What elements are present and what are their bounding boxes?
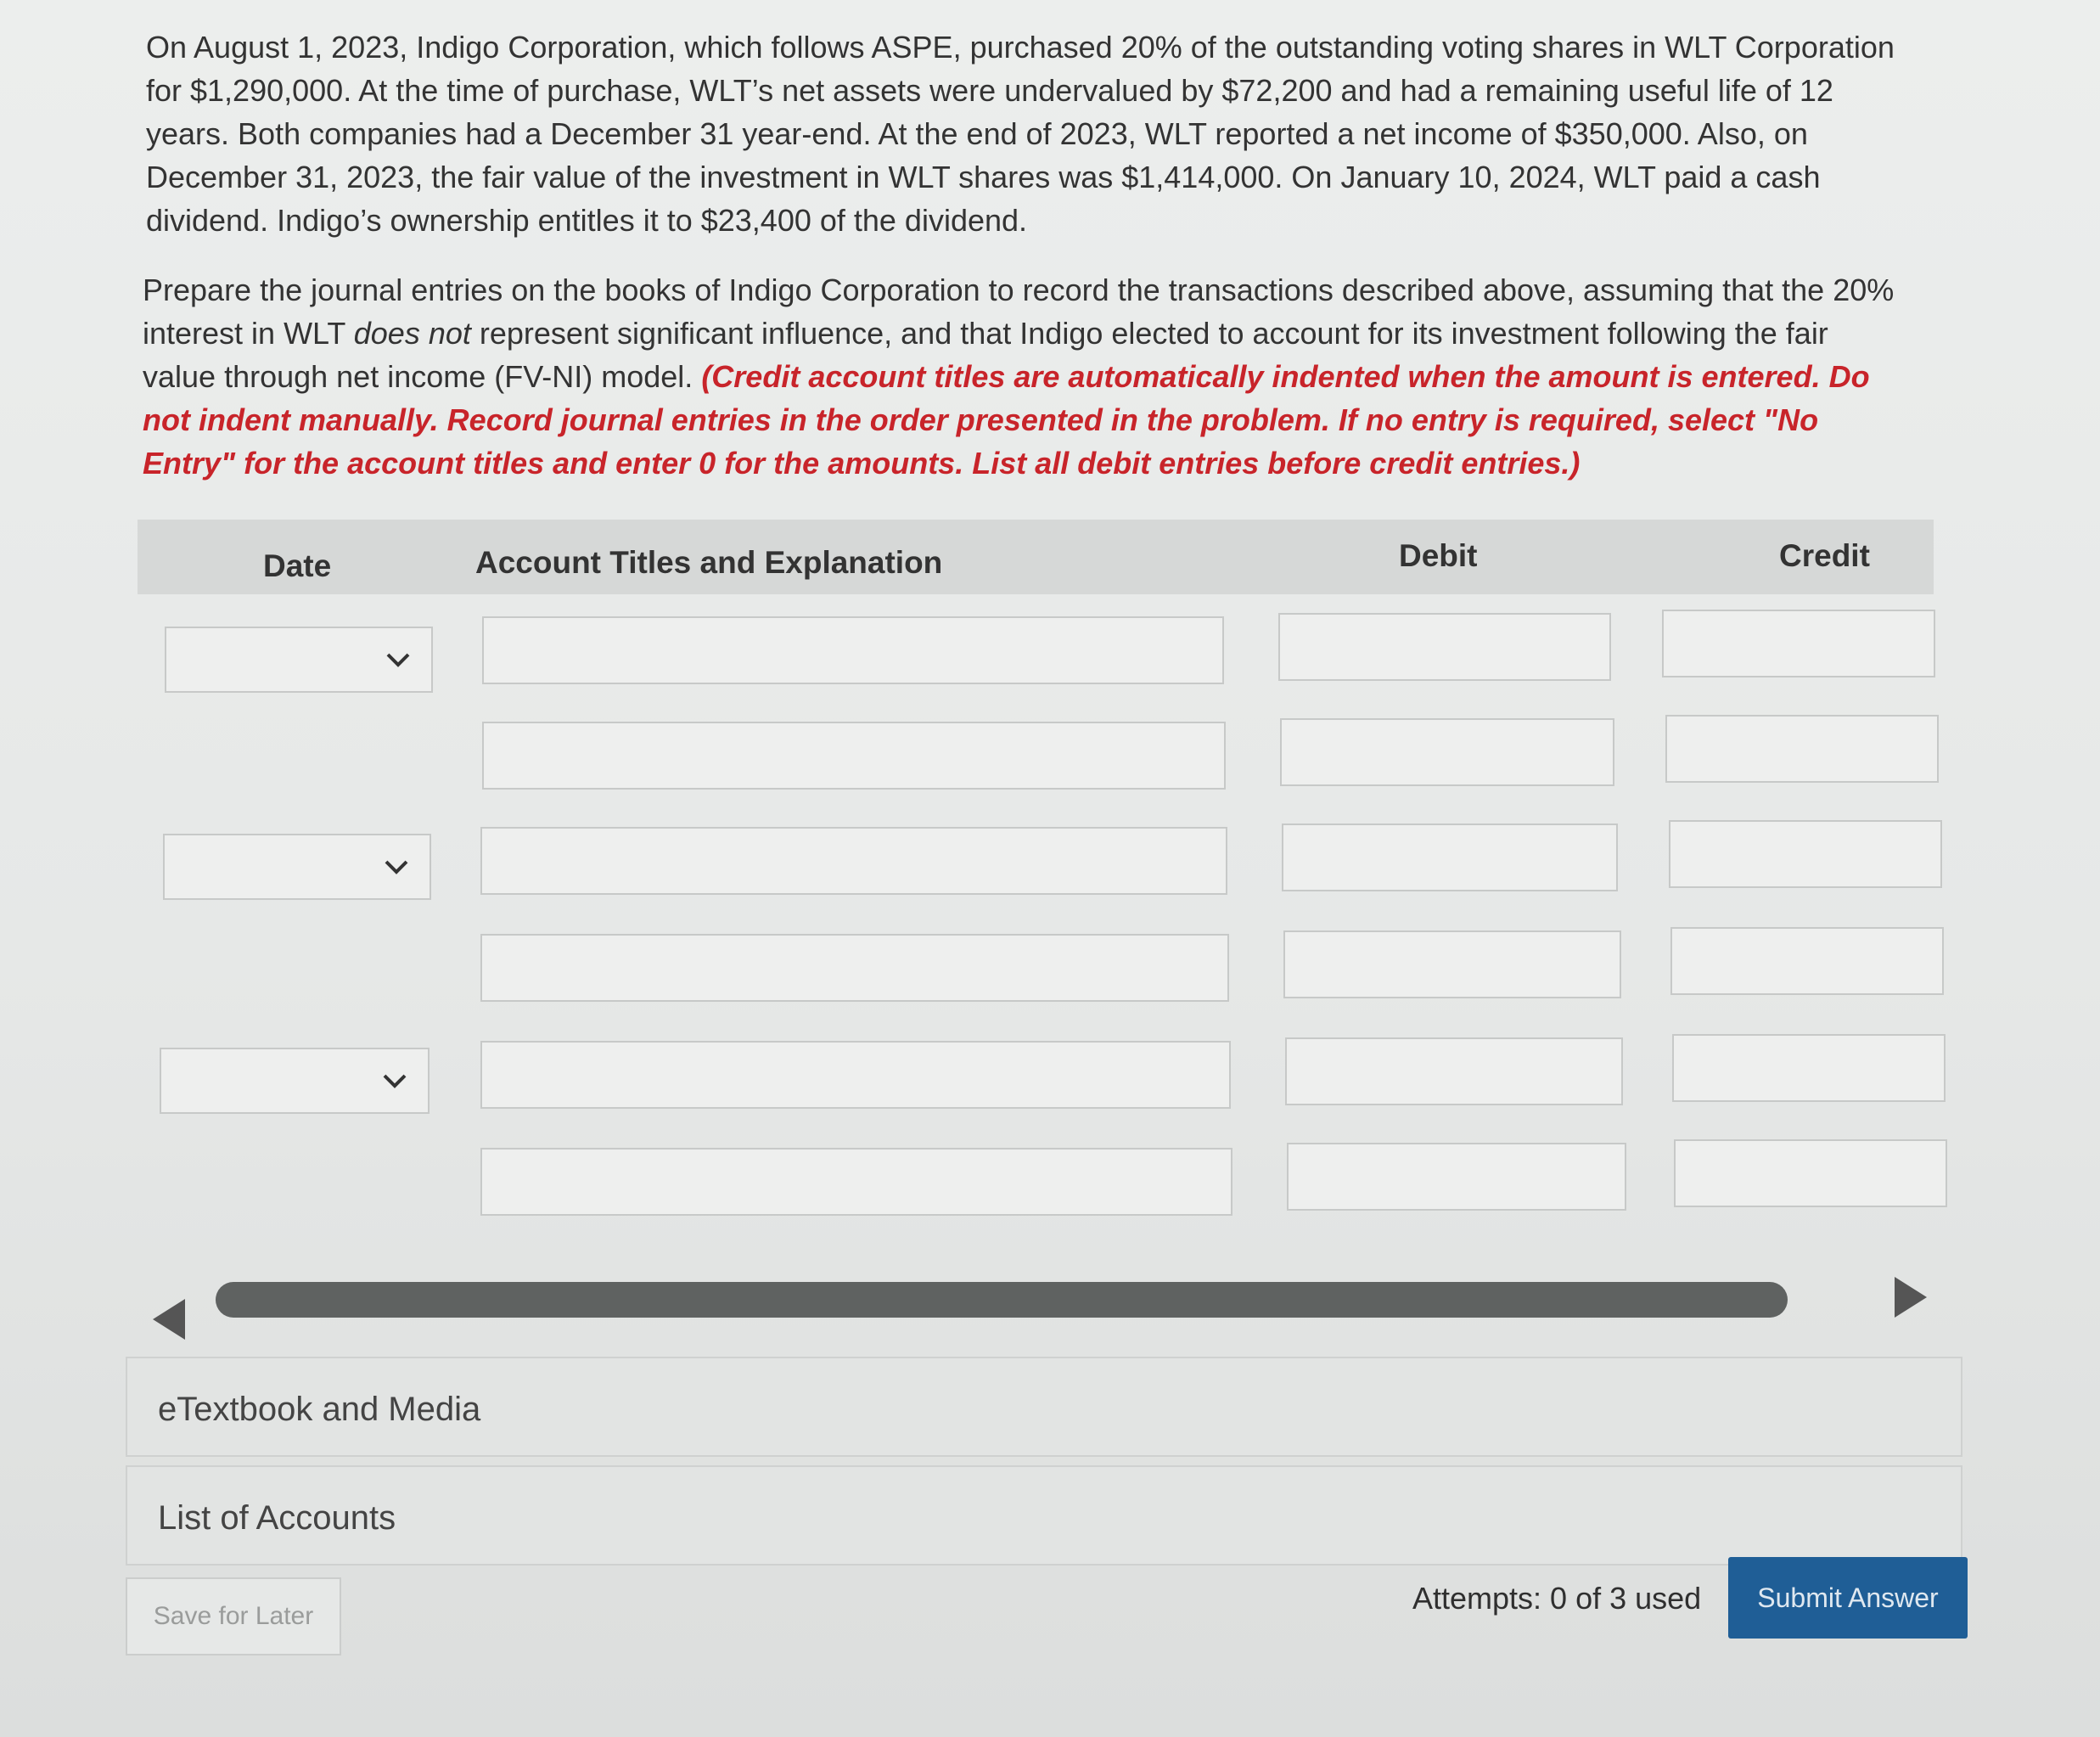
- save-for-later-button[interactable]: Save for Later: [126, 1577, 341, 1655]
- debit-input[interactable]: [1285, 1037, 1623, 1105]
- submit-answer-button[interactable]: Submit Answer: [1728, 1557, 1968, 1639]
- header-debit: Debit: [1399, 538, 1478, 573]
- credit-input[interactable]: [1670, 927, 1944, 995]
- chevron-down-icon: [380, 1069, 409, 1093]
- chevron-down-icon: [382, 855, 411, 879]
- scroll-right-arrow-icon[interactable]: [1895, 1277, 1927, 1318]
- credit-input[interactable]: [1665, 715, 1939, 783]
- credit-input[interactable]: [1672, 1034, 1946, 1102]
- date-select[interactable]: [160, 1048, 430, 1114]
- account-title-input[interactable]: [480, 934, 1229, 1002]
- attempts-counter: Attempts: 0 of 3 used: [1412, 1581, 1702, 1616]
- problem-statement: On August 1, 2023, Indigo Corporation, which follows ASPE, purchased 20% of the outstanding voting shares in WLT Corporation for $1,290,000. At the time of purchase, WLT’s net assets were undervalued by $72,200 and had a remaining useful life of 12 years. Both companies had a December 31 year-end. At the end of 2023, WLT reported a net income of $350,000. Also, on December 31, 2023, the fair value of the investment in WLT shares was $1,414,000. On January 10, 2024, WLT paid a cash dividend. Indigo’s ownership entitles it to $23,400 of the dividend.: [146, 30, 1895, 238]
- debit-input[interactable]: [1280, 718, 1614, 786]
- account-title-input[interactable]: [480, 827, 1227, 895]
- account-title-input[interactable]: [482, 722, 1226, 790]
- debit-input[interactable]: [1283, 930, 1621, 998]
- etextbook-media-label: eTextbook and Media: [158, 1391, 481, 1428]
- etextbook-media-panel[interactable]: [126, 1357, 1962, 1457]
- header-date: Date: [263, 548, 332, 583]
- debit-input[interactable]: [1287, 1143, 1626, 1211]
- journal-table-header: [138, 520, 1934, 594]
- list-of-accounts-label: List of Accounts: [158, 1499, 396, 1537]
- account-title-input[interactable]: [482, 616, 1224, 684]
- horizontal-scrollbar[interactable]: [216, 1282, 1788, 1318]
- instructions-red-note: (Credit account titles are automatically indented when the amount is entered. Do not indent manually. Record journal entries in the order presented in the problem. If no entry is required, select "No Entry" for the account titles and enter 0 for the amounts. List all debit entries before credit entries.): [143, 359, 1870, 481]
- account-title-input[interactable]: [480, 1148, 1232, 1216]
- account-title-input[interactable]: [480, 1041, 1231, 1109]
- date-select[interactable]: [165, 627, 433, 693]
- credit-input[interactable]: [1669, 820, 1942, 888]
- debit-input[interactable]: [1282, 824, 1618, 891]
- credit-input[interactable]: [1674, 1139, 1947, 1207]
- list-of-accounts-panel[interactable]: [126, 1465, 1962, 1566]
- chevron-down-icon: [384, 648, 413, 672]
- scroll-left-arrow-icon[interactable]: [153, 1299, 185, 1340]
- credit-input[interactable]: [1662, 610, 1935, 677]
- debit-input[interactable]: [1278, 613, 1611, 681]
- instructions-text-1: Prepare the journal entries on the books of Indigo Corporation to record the transactions described above, assuming that the 20% interest in WLT: [143, 273, 1895, 351]
- instructions-emphasis: does not: [353, 316, 471, 351]
- header-credit: Credit: [1779, 538, 1870, 573]
- instructions-text-2: represent significant influence, and that Indigo elected to account for its investment following the fair value through net income (FV-NI) model.: [143, 316, 1828, 394]
- header-account-titles: Account Titles and Explanation: [475, 545, 943, 580]
- date-select[interactable]: [163, 834, 431, 900]
- instructions: [143, 268, 1908, 485]
